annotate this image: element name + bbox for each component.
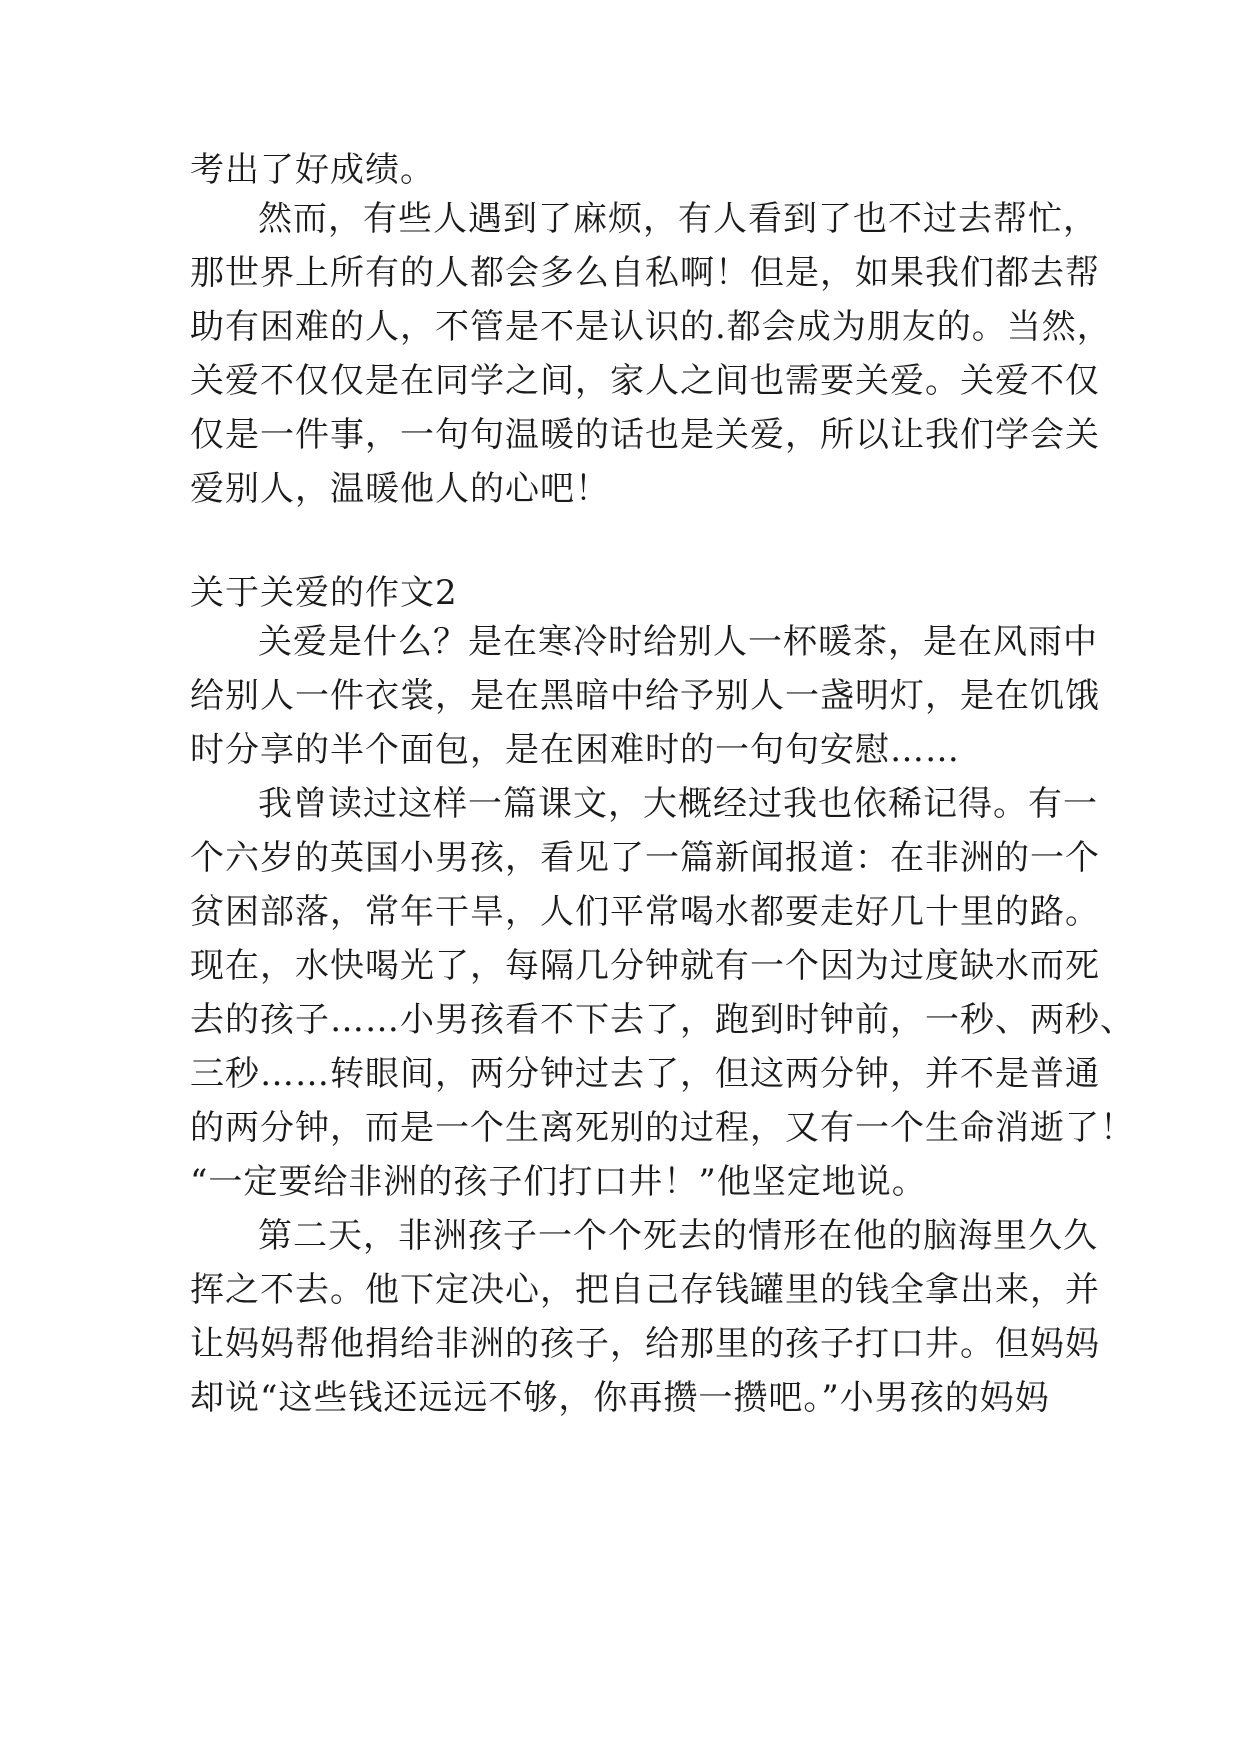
text-line: 去的孩子……小男孩看不下去了，跑到时钟前，一秒、两秒、	[190, 1000, 1135, 1040]
paragraph-first-line: 我曾读过这样一篇课文，大概经过我也依稀记得。有一	[258, 784, 1098, 824]
text-line: 挥之不去。他下定决心，把自己存钱罐里的钱全拿出来，并	[190, 1270, 1100, 1310]
text-line: 时分享的半个面包，是在困难时的一句句安慰……	[190, 730, 960, 770]
text-line: “一定要给非洲的孩子们打口井！”他坚定地说。	[190, 1162, 927, 1202]
text-line: 那世界上所有的人都会多么自私啊！但是，如果我们都去帮	[190, 253, 1100, 293]
text-line: 仅是一件事，一句句温暖的话也是关爱，所以让我们学会关	[190, 415, 1100, 455]
text-line: 贫困部落，常年干旱，人们平常喝水都要走好几十里的路。	[190, 892, 1100, 932]
text-line: 个六岁的英国小男孩，看见了一篇新闻报道：在非洲的一个	[190, 838, 1100, 878]
text-line: 考出了好成绩。	[190, 150, 435, 190]
text-line: 让妈妈帮他捐给非洲的孩子，给那里的孩子打口井。但妈妈	[190, 1324, 1100, 1364]
text-line: 却说“这些钱还远远不够，你再攒一攒吧。”小男孩的妈妈	[190, 1378, 1050, 1418]
text-line: 给别人一件衣裳，是在黑暗中给予别人一盏明灯，是在饥饿	[190, 676, 1100, 716]
paragraph-first-line: 第二天，非洲孩子一个个死去的情形在他的脑海里久久	[258, 1216, 1098, 1256]
text-line: 现在，水快喝光了，每隔几分钟就有一个因为过度缺水而死	[190, 946, 1100, 986]
paragraph-first-line: 然而，有些人遇到了麻烦，有人看到了也不过去帮忙，	[258, 199, 1098, 239]
text-line: 助有困难的人，不管是不是认识的.都会成为朋友的。当然，	[190, 307, 1112, 347]
text-line: 三秒……转眼间，两分钟过去了，但这两分钟，并不是普通	[190, 1054, 1100, 1094]
paragraph-first-line: 关爱是什么？是在寒冷时给别人一杯暖茶，是在风雨中	[258, 622, 1098, 662]
section-heading: 关于关爱的作文2	[190, 573, 458, 613]
text-line: 关爱不仅仅是在同学之间，家人之间也需要关爱。关爱不仅	[190, 361, 1100, 401]
text-line: 的两分钟，而是一个生离死别的过程，又有一个生命消逝了！	[190, 1108, 1135, 1148]
text-line: 爱别人，温暖他人的心吧！	[190, 469, 610, 509]
